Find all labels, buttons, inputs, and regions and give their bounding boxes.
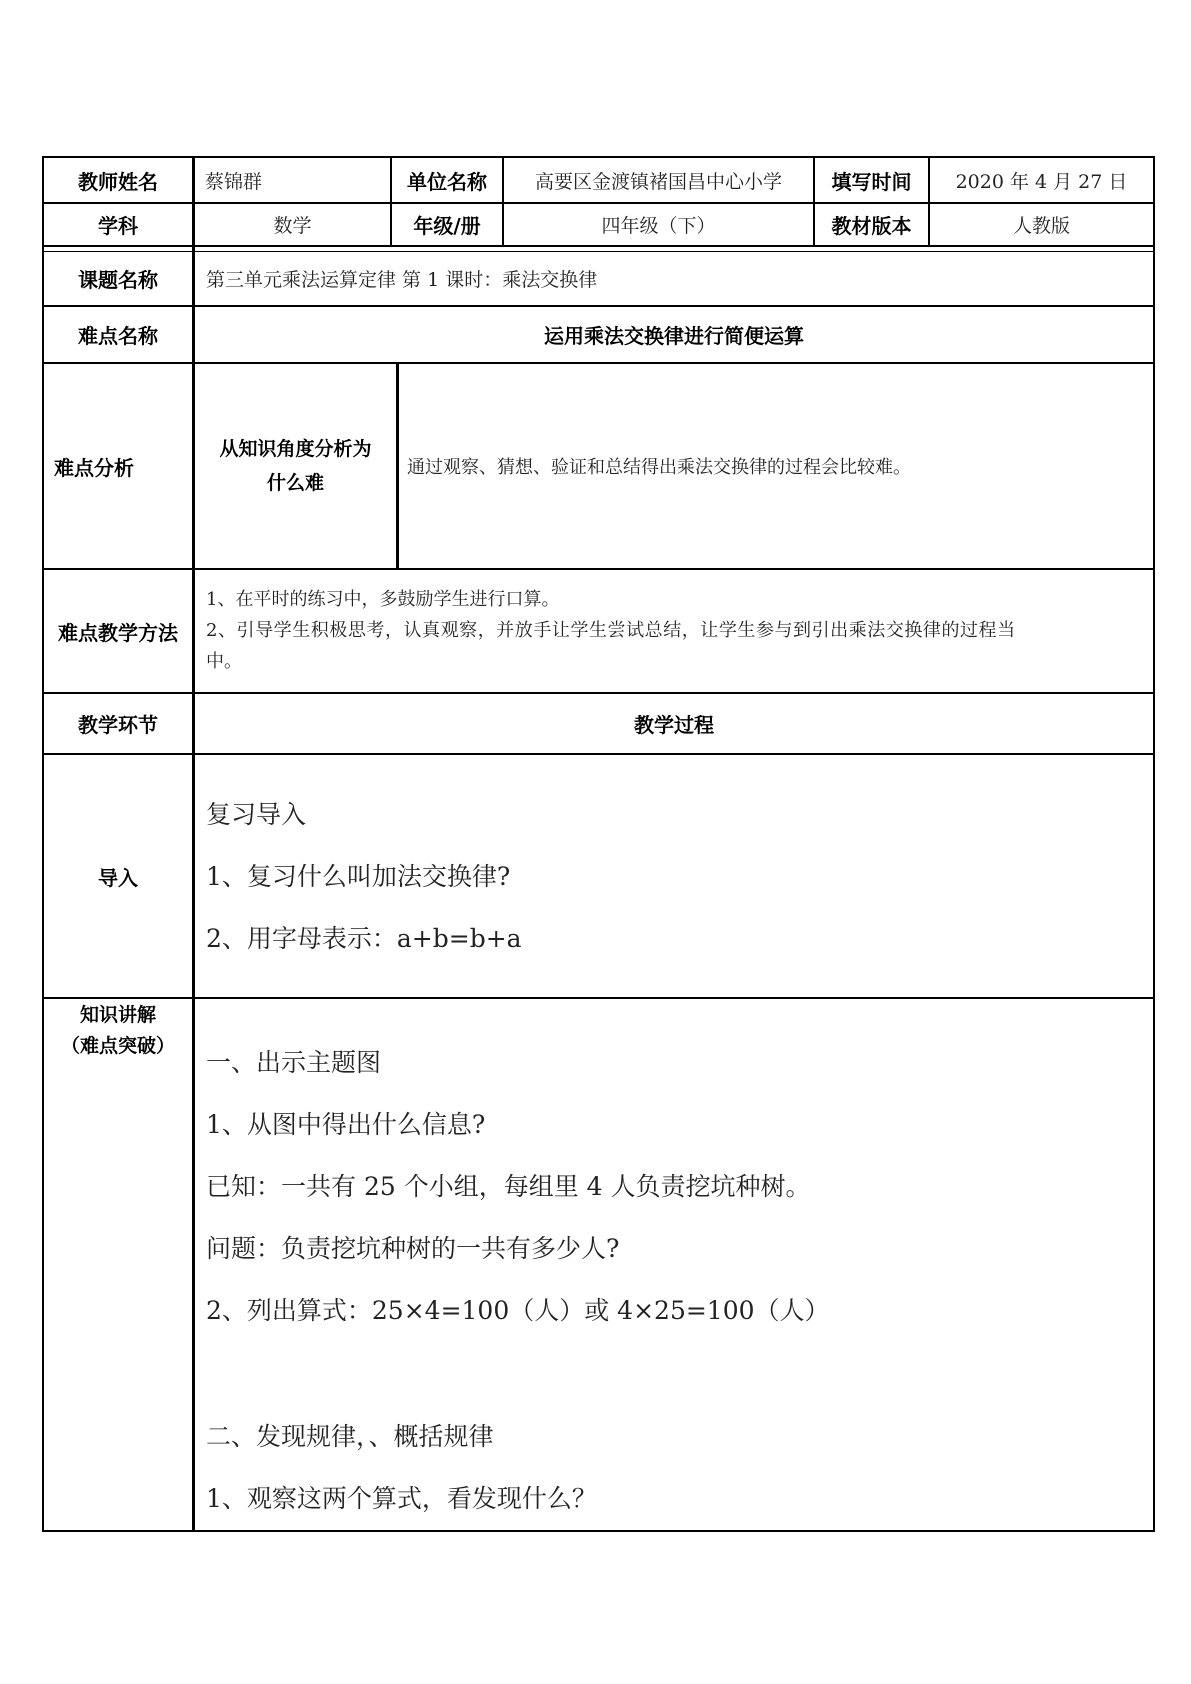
edition-label: 教材版本: [831, 214, 912, 238]
knowledge-line-4: 问题：负责挖坑种树的一共有多少人?: [206, 1234, 620, 1263]
method-content: [206, 584, 1150, 677]
topic-value: 第三单元乘法运算定律 第 1 课时：乘法交换律: [206, 269, 598, 291]
col-divider: [396, 362, 399, 570]
row-divider: [42, 245, 1155, 247]
table-border-right: [1153, 156, 1155, 1532]
analysis-sublabel: [195, 364, 396, 568]
fill-date-value: 2020 年 4 月 27 日: [955, 170, 1128, 193]
intro-label: 导入: [98, 865, 138, 890]
method-line-2: 2、引导学生积极思考，认真观察，并放手让学生尝试总结，让学生参与到引出乘法交换律的过程当: [206, 620, 1016, 641]
analysis-sublabel-line2: 什么难: [266, 472, 324, 494]
intro-line-1: 复习导入: [206, 800, 307, 829]
col-divider: [192, 156, 195, 1532]
knowledge-line-2: 1、从图中得出什么信息?: [206, 1110, 486, 1139]
knowledge-line-1: 一、出示主题图: [206, 1048, 382, 1077]
knowledge-label: [44, 1000, 192, 1062]
topic-label: 课题名称: [78, 268, 158, 292]
row-divider: [42, 997, 1155, 999]
knowledge-line-3: 已知：一共有 25 个小组，每组里 4 人负责挖坑种树。: [206, 1172, 811, 1201]
process-step-label: 教学环节: [78, 713, 158, 737]
knowledge-line-7: 1、观察这两个算式，看发现什么？: [206, 1484, 597, 1513]
analysis-value: 通过观察、猜想、验证和总结得出乘法交换律的过程会比较难。: [407, 457, 911, 478]
unit-name-value: 高要区金渡镇褚国昌中心小学: [534, 170, 782, 193]
subject-value: 数学: [273, 215, 312, 237]
teacher-name-value: 蔡锦群: [205, 170, 263, 193]
knowledge-label-line2: （难点突破）: [60, 1035, 175, 1057]
difficulty-value: 运用乘法交换律进行简便运算: [544, 324, 804, 348]
process-header-value: 教学过程: [634, 713, 714, 737]
row-divider: [42, 753, 1155, 755]
method-line-3: 中。: [206, 651, 242, 672]
analysis-sublabel-line1: 从知识角度分析为: [219, 438, 372, 460]
knowledge-label-line1: 知识讲解: [79, 1004, 156, 1026]
row-divider: [42, 568, 1155, 570]
knowledge-line-6: 二、发现规律，、概括规律: [206, 1422, 494, 1451]
subject-label: 学科: [98, 214, 138, 238]
grade-label: 年级/册: [413, 214, 481, 238]
edition-value: 人教版: [1012, 215, 1070, 237]
grade-value: 四年级（下）: [601, 215, 716, 237]
method-line-1: 1、在平时的练习中，多鼓励学生进行口算。: [206, 589, 560, 610]
method-label: 难点教学方法: [58, 620, 178, 645]
teacher-name-label: 教师姓名: [78, 169, 158, 194]
intro-line-3: 2、用字母表示：a+b=b+a: [206, 924, 522, 953]
difficulty-label: 难点名称: [78, 324, 158, 348]
intro-line-2: 1、复习什么叫加法交换律?: [206, 862, 511, 891]
analysis-label: 难点分析: [54, 455, 134, 480]
unit-name-label: 单位名称: [407, 169, 487, 194]
table-border-bottom: [42, 1530, 1155, 1532]
knowledge-line-5: 2、列出算式：25×4=100（人）或 4×25=100（人）: [206, 1296, 830, 1325]
fill-date-label: 填写时间: [831, 169, 912, 194]
